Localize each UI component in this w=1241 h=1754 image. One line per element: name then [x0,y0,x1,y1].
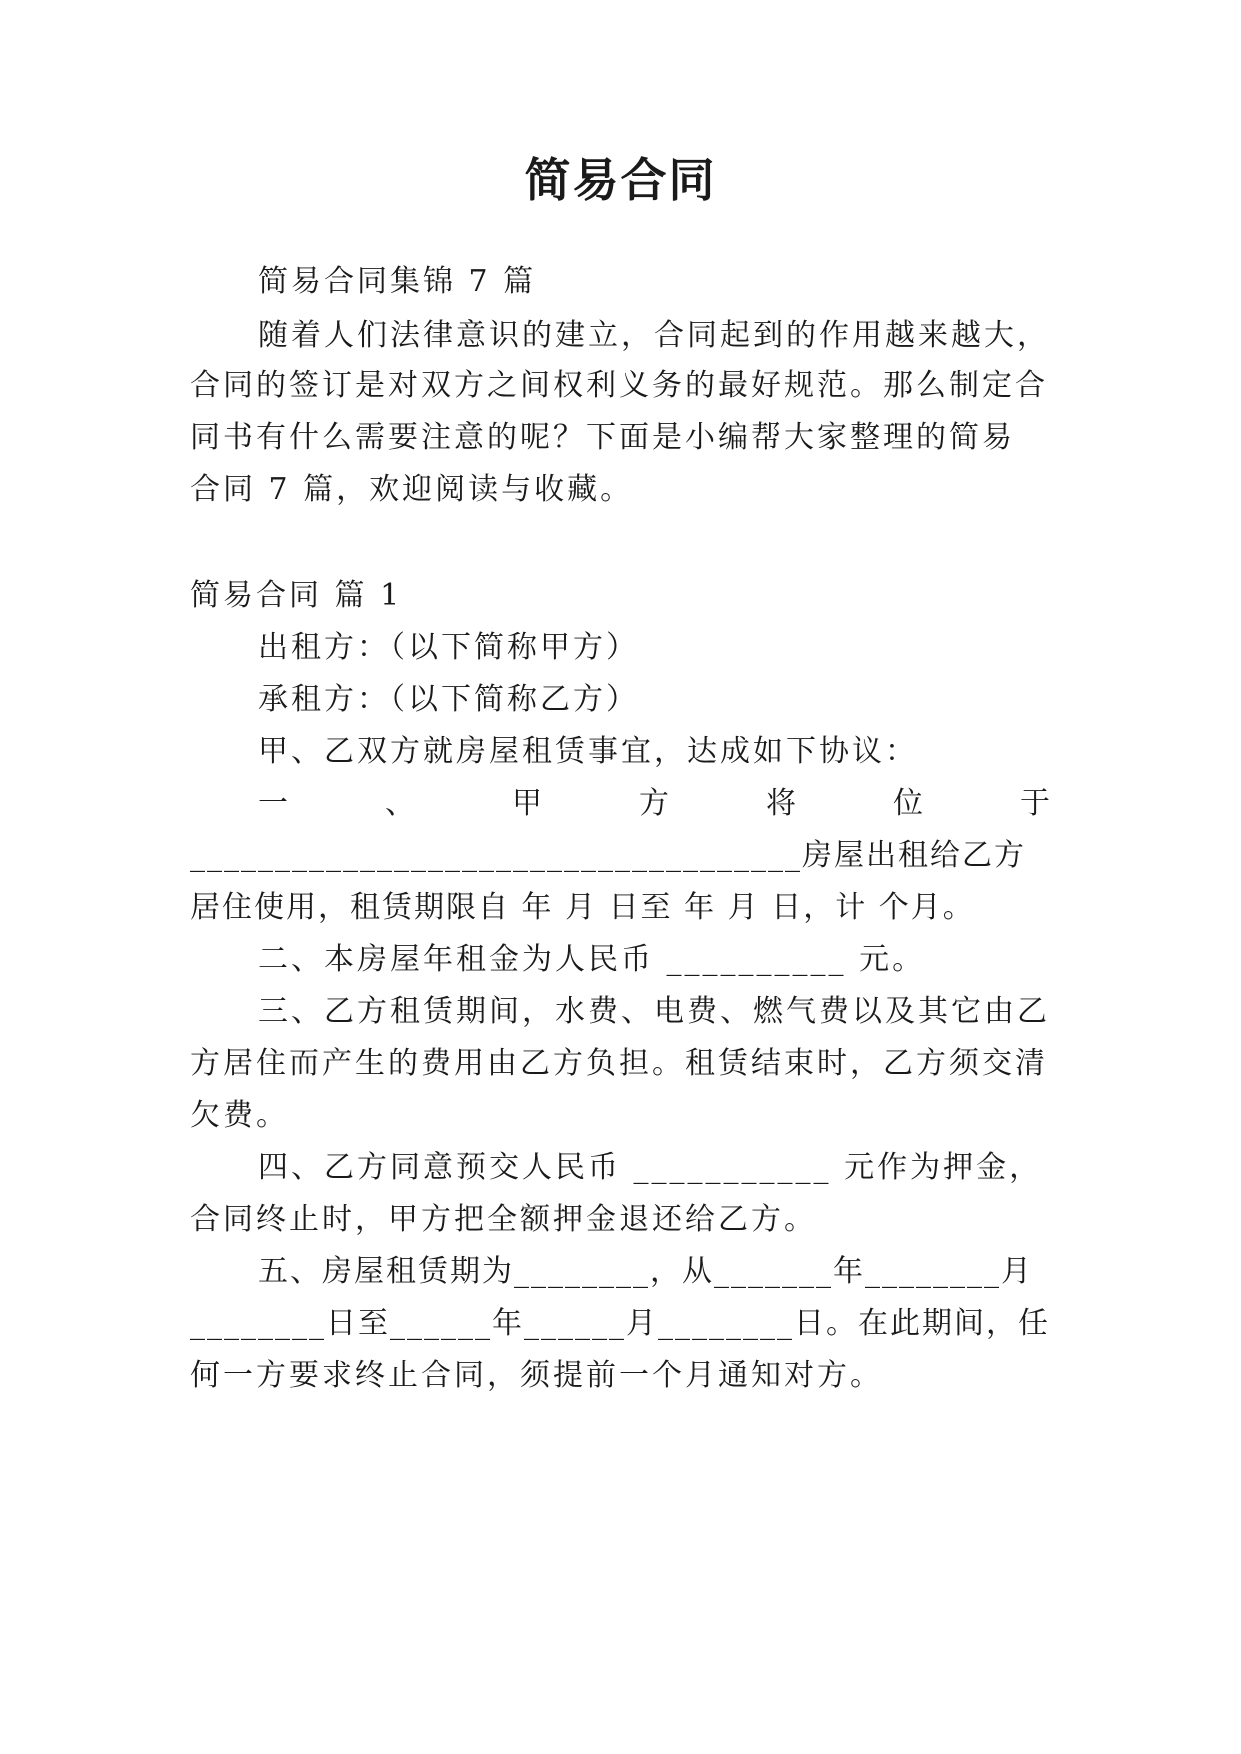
clause-5-line-3: 何一方要求终止合同，须提前一个月通知对方。 [190,1358,883,1393]
clause-1-char: 一 [258,786,288,821]
lessee-line: 承租方：（以下简称乙方） [258,682,639,717]
clause-1-char: 方 [639,786,669,821]
section-heading: 简易合同 篇 1 [190,578,403,613]
clause-4-line-1: 四、乙方同意预交人民币 ___________ 元作为押金， [258,1150,1043,1185]
clause-2-line: 二、本房屋年租金为人民币 __________ 元。 [258,942,926,977]
clause-5-line-1: 五、房屋租赁期为________，从_______年________月 [258,1254,1033,1289]
clause-1-char: 于 [1020,786,1050,821]
clause-1-line-1 [258,784,1050,824]
clause-4-line-2: 合同终止时，甲方把全额押金退还给乙方。 [190,1202,817,1237]
clause-5-line-2: ________日至______年______月________日。在此期间，任 [190,1306,1050,1341]
document-title: 简易合同 [524,153,717,207]
clause-1-char: 位 [893,786,923,821]
clause-1-line-2: ____________________________________房屋出租给乙方 [190,838,1026,873]
intro-line-3: 同书有什么需要注意的呢？下面是小编帮大家整理的简易 [190,420,1015,455]
intro-line-4: 合同 7 篇，欢迎阅读与收藏。 [190,472,634,507]
clause-1-char: 将 [766,786,796,821]
clause-1-line-3: 居住使用，租赁期限自 年 月 日至 年 月 日，计 个月。 [190,890,975,925]
clause-1-char: 、 [385,786,415,821]
subtitle: 简易合同集锦 7 篇 [258,264,537,299]
clause-3-line-3: 欠费。 [190,1098,289,1133]
intro-line-1: 随着人们法律意识的建立，合同起到的作用越来越大， [258,318,1050,353]
intro-line-2: 合同的签订是对双方之间权利义务的最好规范。那么制定合 [190,368,1048,403]
clause-3-line-2: 方居住而产生的费用由乙方负担。租赁结束时，乙方须交清 [190,1046,1048,1081]
clause-1-char: 甲 [512,786,542,821]
agreement-line: 甲、乙双方就房屋租赁事宜，达成如下协议： [258,734,918,769]
lessor-line: 出租方：（以下简称甲方） [258,630,639,665]
clause-3-line-1: 三、乙方租赁期间，水费、电费、燃气费以及其它由乙 [258,994,1050,1029]
